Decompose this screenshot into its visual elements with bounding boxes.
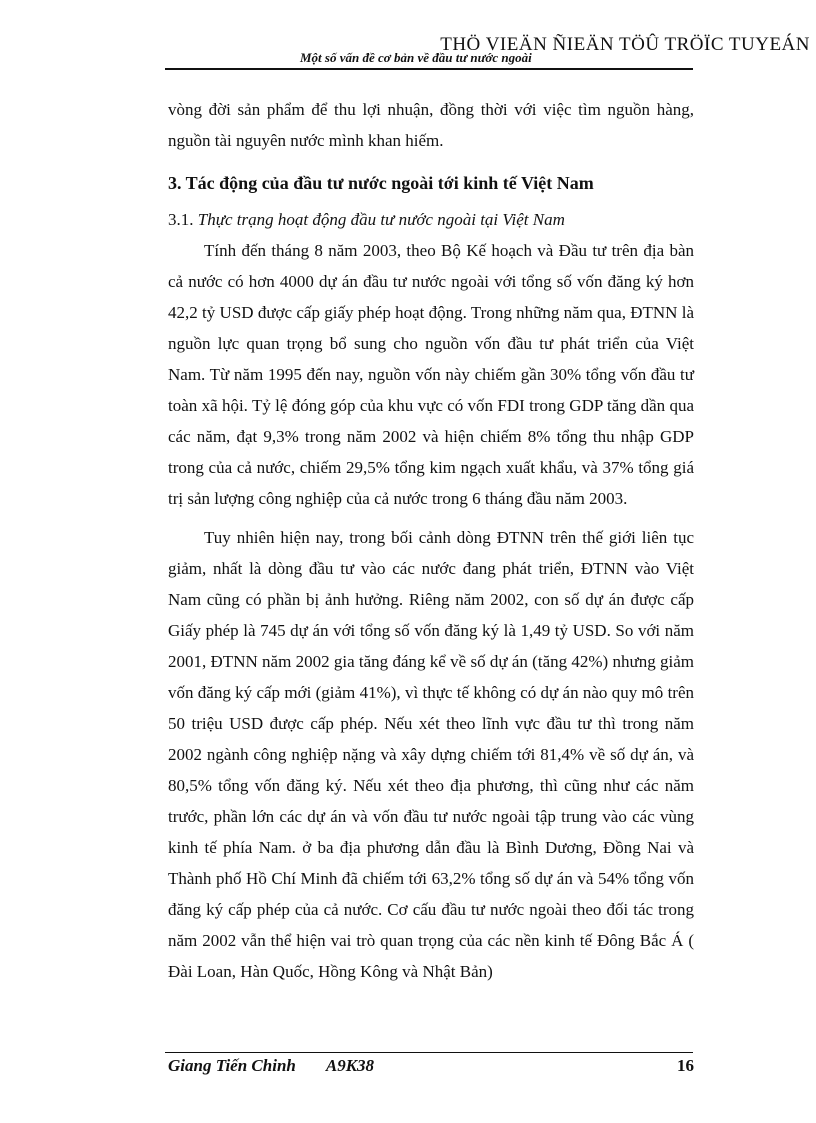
body-paragraph: Tính đến tháng 8 năm 2003, theo Bộ Kế hoạch và Đầu tư trên địa bàn cả nước có hơn 4000 dự án đầu tư nước ngoài với tổng số vốn đăng ký hơn 42,2 tỷ USD được cấp giấy phép hoạt động. Trong những năm qua, ĐTNN là nguồn lực quan trọng bổ sung cho nguồn vốn đầu tư phát triển của Việt Nam. Từ năm 1995 đến nay, nguồn vốn này chiếm gần 30% tổng vốn đầu tư toàn xã hội. Tỷ lệ đóng góp của khu vực có vốn FDI trong GDP tăng dần qua các năm, đạt 9,3% trong năm 2002 và hiện chiếm 8% tổng thu nhập GDP trong của cả nước, chiếm 29,5% tổng kim ngạch xuất khẩu, và 37% tổng giá trị sản lượng công nghiệp của cả nước trong 6 tháng đầu năm 2003. xyxy=(168,241,694,508)
section-heading: 3. Tác động của đầu tư nước ngoài tới kinh tế Việt Nam xyxy=(168,173,594,193)
subsection-heading xyxy=(168,204,694,235)
page-number: 16 xyxy=(677,1056,694,1075)
subsection-number: 3.1. xyxy=(168,210,194,229)
header-rule xyxy=(165,68,693,70)
library-watermark: THÖ VIEÄN ÑIEÄN TÖÛ TRÖÏC TUYEÁN xyxy=(440,34,810,55)
subsection-title: Thực trạng hoạt động đầu tư nước ngoài tại Việt Nam xyxy=(197,210,565,229)
footer-rule xyxy=(165,1052,693,1053)
author-name: Giang Tiến Chinh xyxy=(168,1056,296,1075)
class-code: A9K38 xyxy=(325,1056,375,1075)
running-title: Một số vấn đề cơ bản về đầu tư nước ngoài xyxy=(300,50,532,65)
carryover-paragraph: vòng đời sản phẩm để thu lợi nhuận, đồng thời với việc tìm nguồn hàng, nguồn tài nguyên nước mình khan hiếm. xyxy=(168,100,694,150)
body-paragraph: Tuy nhiên hiện nay, trong bối cảnh dòng ĐTNN trên thế giới liên tục giảm, nhất là dòng đầu tư vào các nước đang phát triển, ĐTNN vào Việt Nam cũng có phần bị ảnh hưởng. Riêng năm 2002, con số dự án được cấp Giấy phép là 745 dự án với tổng số vốn đăng ký là 1,49 tỷ USD. So với năm 2001, ĐTNN năm 2002 gia tăng đáng kể về số dự án (tăng 42%) nhưng giảm vốn đăng ký cấp mới (giảm 41%), vì thực tế không có dự án nào quy mô trên 50 triệu USD được cấp phép. Nếu xét theo lĩnh vực đầu tư thì trong năm 2002 ngành công nghiệp nặng và xây dựng chiếm tới 81,4% về số dự án, và 80,5% tổng vốn đăng ký. Nếu xét theo địa phương, thì cũng như các năm trước, phần lớn các dự án và vốn đầu tư nước ngoài tập trung vào các vùng kinh tế phía Nam. ở ba địa phương dẫn đầu là Bình Dương, Đồng Nai và Thành phố Hồ Chí Minh đã chiếm tới 63,2% tổng số dự án và 54% tổng vốn đăng ký cấp phép của cả nước. Cơ cấu đầu tư nước ngoài theo đối tác trong năm 2002 vẫn thể hiện vai trò quan trọng của các nền kinh tế Đông Bắc Á ( Đài Loan, Hàn Quốc, Hồng Kông và Nhật Bản) xyxy=(168,528,694,981)
footer-author xyxy=(168,1056,374,1076)
page-body xyxy=(168,94,694,987)
